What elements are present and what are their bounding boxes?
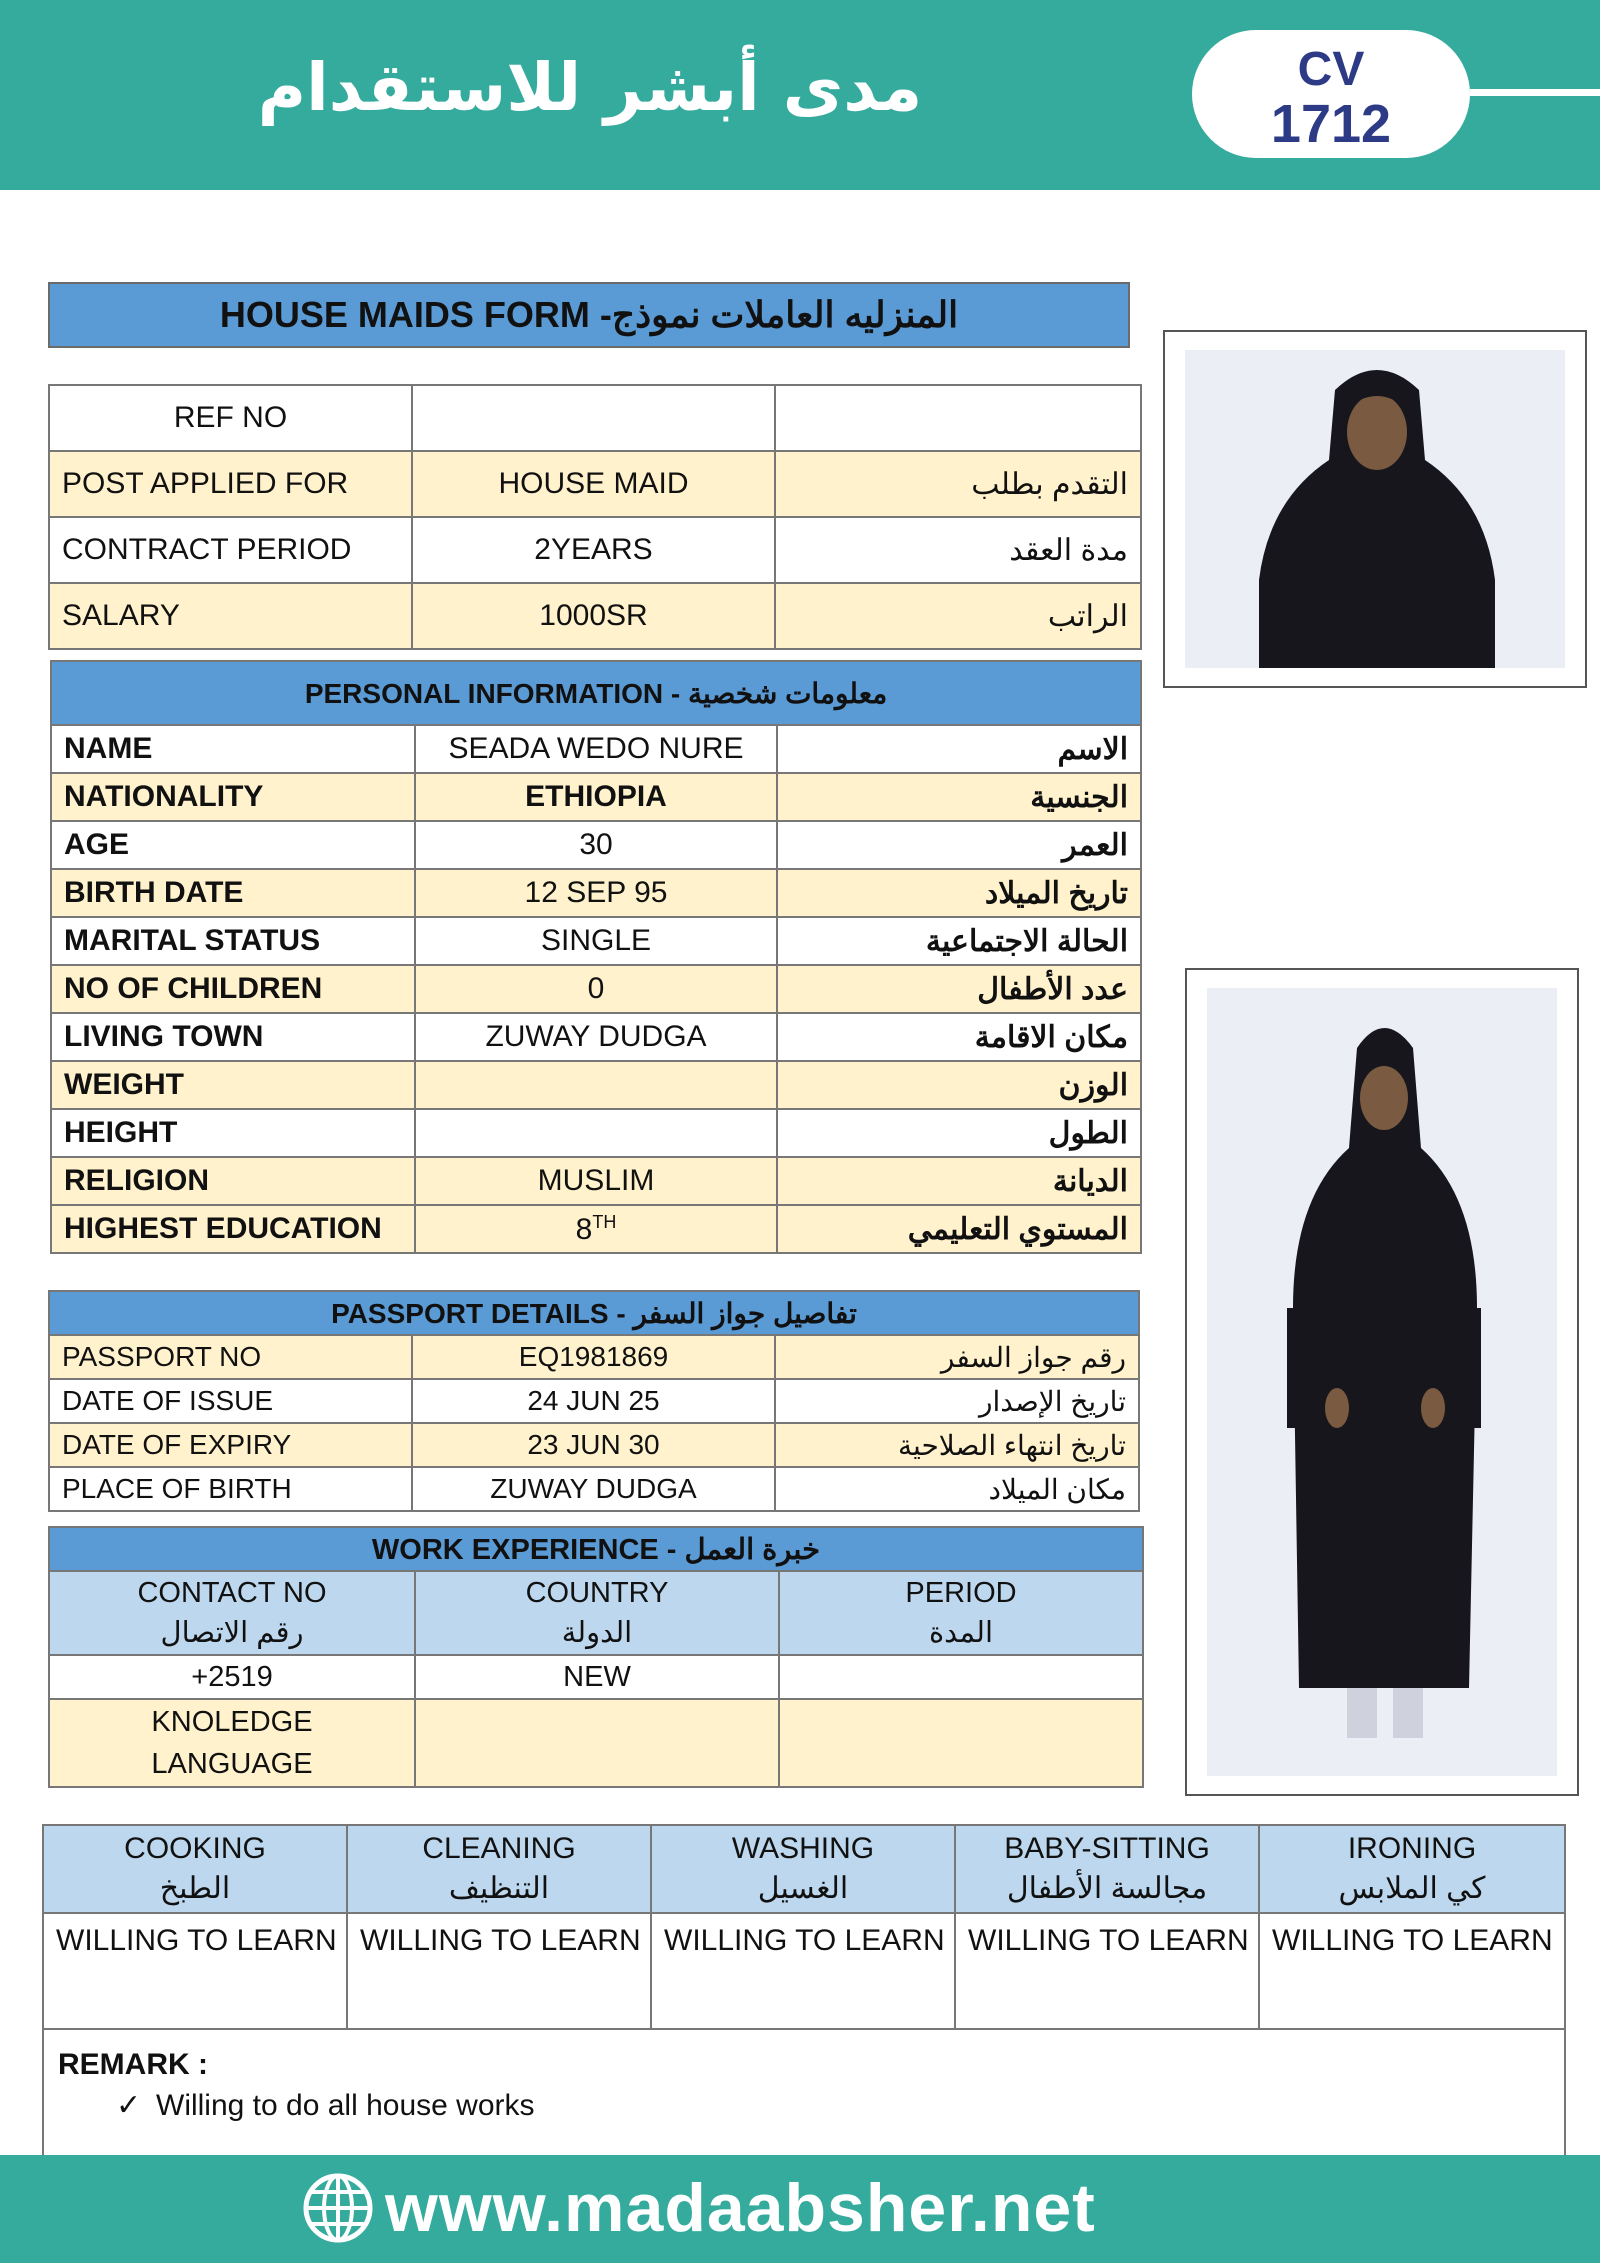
skill-ironing-ar: كي الملابس xyxy=(1338,1872,1486,1905)
contract-label: CONTRACT PERIOD xyxy=(49,517,412,583)
period-value xyxy=(779,1655,1143,1699)
religion-value: MUSLIM xyxy=(415,1157,777,1205)
section-heading-row xyxy=(49,1291,1139,1335)
children-label: NO OF CHILDREN xyxy=(51,965,415,1013)
remark-text: Willing to do all house works xyxy=(156,2089,535,2122)
skill-washing-ar: الغسيل xyxy=(757,1872,849,1905)
full-body-figure xyxy=(1207,988,1557,1776)
table-header-row xyxy=(49,1571,1143,1655)
contact-header-ar: رقم الاتصال xyxy=(160,1617,304,1649)
issue-date-arabic: تاريخ الإصدار xyxy=(775,1379,1139,1423)
language-label: LANGUAGE xyxy=(151,1748,313,1780)
name-value: SEADA WEDO NURE xyxy=(415,725,777,773)
skill-cooking-value: WILLING TO LEARN xyxy=(43,1913,347,2029)
skill-washing-en: WASHING xyxy=(731,1832,875,1865)
table-row xyxy=(49,517,1141,583)
contract-value: 2YEARS xyxy=(412,517,775,583)
table-row xyxy=(49,385,1141,451)
table-row xyxy=(49,1379,1139,1423)
portrait-photo xyxy=(1163,330,1587,688)
skill-header-cooking xyxy=(43,1825,347,1913)
table-row xyxy=(51,821,1141,869)
skill-header-cleaning xyxy=(347,1825,651,1913)
education-value xyxy=(415,1205,777,1253)
skill-baby-sitting-en: BABY-SITTING xyxy=(1004,1832,1210,1865)
passport-table xyxy=(48,1290,1140,1512)
education-label: HIGHEST EDUCATION xyxy=(51,1205,415,1253)
living-town-label: LIVING TOWN xyxy=(51,1013,415,1061)
weight-label: WEIGHT xyxy=(51,1061,415,1109)
religion-label: RELIGION xyxy=(51,1157,415,1205)
weight-arabic: الوزن xyxy=(777,1061,1141,1109)
skill-washing-value: WILLING TO LEARN xyxy=(651,1913,955,2029)
job-table xyxy=(48,384,1142,650)
education-arabic: المستوي التعليمي xyxy=(777,1205,1141,1253)
age-label: AGE xyxy=(51,821,415,869)
salary-value: 1000SR xyxy=(412,583,775,649)
name-label: NAME xyxy=(51,725,415,773)
portrait-photo-image xyxy=(1185,350,1565,668)
portrait-figure xyxy=(1185,350,1565,668)
cv-number: 1712 xyxy=(1270,94,1392,154)
skill-header-ironing xyxy=(1259,1825,1565,1913)
table-row xyxy=(51,725,1141,773)
place-of-birth-label: PLACE OF BIRTH xyxy=(49,1467,412,1511)
full-body-photo-image xyxy=(1207,988,1557,1776)
cv-label: CV xyxy=(1297,43,1365,96)
age-value: 30 xyxy=(415,821,777,869)
post-arabic: التقدم بطلب xyxy=(775,451,1141,517)
post-value: HOUSE MAID xyxy=(412,451,775,517)
table-row xyxy=(49,1335,1139,1379)
country-value: NEW xyxy=(415,1655,779,1699)
skill-header-washing xyxy=(651,1825,955,1913)
brand-title: مدى أبشر للاستقدام xyxy=(257,49,923,126)
website-link[interactable]: www.madaabsher.net xyxy=(385,2170,1096,2246)
education-value-number: 8 xyxy=(575,1212,593,1246)
personal-info-heading: PERSONAL INFORMATION - معلومات شخصية xyxy=(51,661,1141,725)
nationality-value: ETHIOPIA xyxy=(415,773,777,821)
children-value: 0 xyxy=(415,965,777,1013)
form-title: HOUSE MAIDS FORM -المنزليه العاملات نموذج xyxy=(48,282,1130,348)
weight-value xyxy=(415,1061,777,1109)
height-arabic: الطول xyxy=(777,1109,1141,1157)
expiry-date-value: 23 JUN 30 xyxy=(412,1423,775,1467)
full-body-photo xyxy=(1185,968,1579,1796)
ref-no-arabic xyxy=(775,385,1141,451)
remark-item xyxy=(58,2088,1550,2123)
country-header xyxy=(415,1571,779,1655)
contract-arabic: مدة العقد xyxy=(775,517,1141,583)
personal-info-table xyxy=(50,660,1142,1254)
table-row xyxy=(51,1109,1141,1157)
passport-heading: PASSPORT DETAILS - تفاصيل جواز السفر xyxy=(49,1291,1139,1335)
passport-no-value: EQ1981869 xyxy=(412,1335,775,1379)
nationality-label: NATIONALITY xyxy=(51,773,415,821)
skill-cooking-ar: الطبخ xyxy=(159,1872,231,1905)
skill-baby-sitting-ar: مجالسة الأطفال xyxy=(1006,1872,1208,1905)
country-header-en: COUNTRY xyxy=(525,1577,669,1609)
remark-cell xyxy=(43,2029,1565,2173)
height-value xyxy=(415,1109,777,1157)
issue-date-label: DATE OF ISSUE xyxy=(49,1379,412,1423)
issue-date-value: 24 JUN 25 xyxy=(412,1379,775,1423)
cv-badge xyxy=(1192,30,1470,158)
table-row xyxy=(51,965,1141,1013)
marital-status-arabic: الحالة الاجتماعية xyxy=(777,917,1141,965)
contact-value: +2519 xyxy=(49,1655,415,1699)
table-row xyxy=(49,1423,1139,1467)
contact-header-en: CONTACT NO xyxy=(137,1577,327,1609)
nationality-arabic: الجنسية xyxy=(777,773,1141,821)
globe-icon xyxy=(300,2170,376,2246)
skill-header-baby-sitting xyxy=(955,1825,1259,1913)
work-experience-heading: WORK EXPERIENCE - خبرة العمل xyxy=(49,1527,1143,1571)
living-town-value: ZUWAY DUDGA xyxy=(415,1013,777,1061)
period-header-en: PERIOD xyxy=(905,1577,1017,1609)
table-row xyxy=(49,1655,1143,1699)
checkmark-icon: ✓ xyxy=(116,2089,142,2122)
passport-no-label: PASSPORT NO xyxy=(49,1335,412,1379)
country-header-ar: الدولة xyxy=(561,1617,633,1649)
birth-date-value: 12 SEP 95 xyxy=(415,869,777,917)
remark-row xyxy=(43,2029,1565,2173)
table-row xyxy=(43,1913,1565,2029)
skill-ironing-en: IRONING xyxy=(1347,1832,1477,1865)
table-row xyxy=(51,1205,1141,1253)
section-heading-row xyxy=(49,1527,1143,1571)
table-row xyxy=(49,583,1141,649)
section-heading-row xyxy=(51,661,1141,725)
post-label: POST APPLIED FOR xyxy=(49,451,412,517)
table-row xyxy=(51,1157,1141,1205)
table-row xyxy=(51,917,1141,965)
passport-no-arabic: رقم جواز السفر xyxy=(775,1335,1139,1379)
children-arabic: عدد الأطفال xyxy=(777,965,1141,1013)
table-row xyxy=(51,773,1141,821)
remark-label: REMARK : xyxy=(58,2048,208,2081)
skills-table xyxy=(42,1824,1566,2174)
ref-no-label: REF NO xyxy=(49,385,412,451)
period-header xyxy=(779,1571,1143,1655)
marital-status-label: MARITAL STATUS xyxy=(51,917,415,965)
expiry-date-arabic: تاريخ انتهاء الصلاحية xyxy=(775,1423,1139,1467)
marital-status-value: SINGLE xyxy=(415,917,777,965)
contact-header xyxy=(49,1571,415,1655)
education-value-suffix: TH xyxy=(592,1211,617,1232)
religion-arabic: الديانة xyxy=(777,1157,1141,1205)
salary-label: SALARY xyxy=(49,583,412,649)
work-experience-table xyxy=(48,1526,1144,1788)
skill-cooking-en: COOKING xyxy=(124,1832,266,1865)
skill-ironing-value: WILLING TO LEARN xyxy=(1259,1913,1565,2029)
period-header-ar: المدة xyxy=(928,1617,994,1649)
table-row xyxy=(49,1467,1139,1511)
salary-arabic: الراتب xyxy=(775,583,1141,649)
height-label: HEIGHT xyxy=(51,1109,415,1157)
table-row xyxy=(49,1699,1143,1787)
table-row xyxy=(51,869,1141,917)
knowledge-label: KNOLEDGE xyxy=(151,1706,313,1738)
knowledge-cell-empty xyxy=(415,1699,779,1787)
knowledge-cell-empty xyxy=(779,1699,1143,1787)
place-of-birth-value: ZUWAY DUDGA xyxy=(412,1467,775,1511)
skill-cleaning-value: WILLING TO LEARN xyxy=(347,1913,651,2029)
age-arabic: العمر xyxy=(777,821,1141,869)
header-divider xyxy=(1470,89,1600,96)
birth-date-arabic: تاريخ الميلاد xyxy=(777,869,1141,917)
table-header-row xyxy=(43,1825,1565,1913)
skill-baby-sitting-value: WILLING TO LEARN xyxy=(955,1913,1259,2029)
table-row xyxy=(51,1061,1141,1109)
name-arabic: الاسم xyxy=(777,725,1141,773)
knowledge-language-cell xyxy=(49,1699,415,1787)
table-row xyxy=(49,451,1141,517)
skill-cleaning-ar: التنظيف xyxy=(448,1872,550,1905)
skill-cleaning-en: CLEANING xyxy=(422,1832,576,1865)
place-of-birth-arabic: مكان الميلاد xyxy=(775,1467,1139,1511)
table-row xyxy=(51,1013,1141,1061)
living-town-arabic: مكان الاقامة xyxy=(777,1013,1141,1061)
expiry-date-label: DATE OF EXPIRY xyxy=(49,1423,412,1467)
birth-date-label: BIRTH DATE xyxy=(51,869,415,917)
ref-no-value xyxy=(412,385,775,451)
